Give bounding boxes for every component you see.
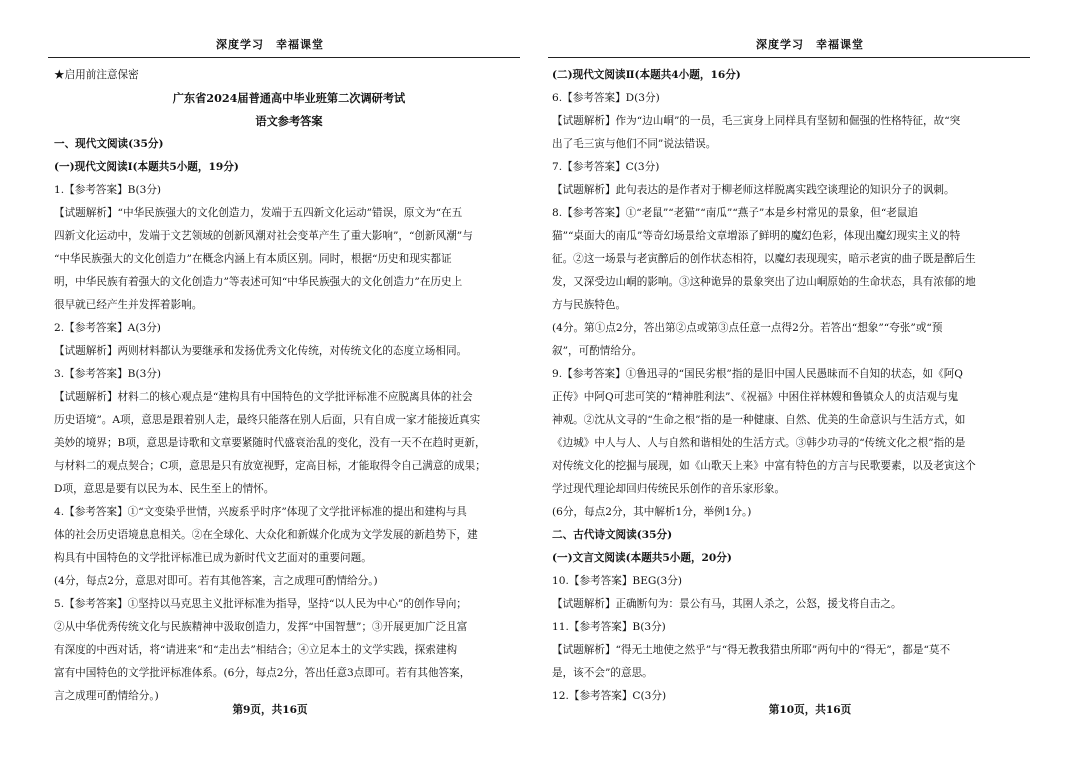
- text-line: 【试题解析】此句表达的是作者对于柳老师这样脱离实践空谈理论的知识分子的讽刺。: [552, 184, 955, 196]
- answer-column-right: [552, 64, 1022, 708]
- text-line: ②从中华优秀传统文化与民族精神中汲取创造力，发挥“中国智慧”；③开展更加广泛且富: [54, 621, 468, 633]
- text-line: (一)现代文阅读Ⅰ(本题共5小题，19分): [54, 161, 239, 173]
- text-line: 10.【参考答案】BEG(3分): [552, 575, 682, 587]
- text-line: 3.【参考答案】B(3分): [54, 368, 162, 380]
- text-line: 神观。②沈从文寻的“生命之根”指的是一种健康、自然、优美的生命意识与生活方式，如: [552, 414, 966, 426]
- text-line: 【试题解析】正确断句为：景公有马，其圉人杀之，公怒，援戈将自击之。: [552, 598, 902, 610]
- text-line: 5.【参考答案】①坚持以马克思主义批评标准为指导，坚持“以人民为中心”的创作导向；: [54, 598, 467, 610]
- text-line: 9.【参考答案】①鲁迅寻的“国民劣根”指的是旧中国人民愚昧而不自知的状态，如《阿Q: [552, 368, 963, 380]
- text-line: 体的社会历史语境息息相关。②在全球化、大众化和新媒介化成为文学发展的新趋势下，建: [54, 529, 478, 541]
- text-line: 12.【参考答案】C(3分): [552, 690, 667, 702]
- text-line: 学过现代理论却回归传统民乐创作的音乐家形象。: [552, 483, 786, 495]
- text-line: 广东省2024届普通高中毕业班第二次调研考试: [172, 91, 406, 105]
- text-line: 发，又深受边山峒的影响。③这种诡异的景象突出了边山峒原始的生命状态，具有浓郁的地: [552, 276, 976, 288]
- text-line: 历史语境”。A项，意思是跟着别人走，最终只能落在别人后面，只有自成一家才能接近真实: [54, 414, 481, 426]
- text-line: 猫”“桌面大的南瓜”等奇幻场景给文章增添了鲜明的魔幻色彩，体现出魔幻现实主义的特: [552, 230, 961, 242]
- page-header: 深度学习 幸福课堂: [756, 38, 864, 51]
- text-line: 很早就已经产生并发挥着影响。: [54, 299, 203, 311]
- text-line: 与材料二的观点契合；C项，意思是只有放宽视野，定高目标，才能取得令自己满意的成果；: [54, 460, 486, 472]
- text-line: 构具有中国特色的文学批评标准已成为新时代文艺面对的重要问题。: [54, 552, 372, 564]
- header-rule: [548, 57, 1030, 58]
- text-line: 方与民族特色。: [552, 299, 627, 311]
- page-10: [540, 0, 1080, 764]
- text-line: 【试题解析】两则材料都认为要继承和发扬优秀文化传统，对传统文化的态度立场相同。: [54, 345, 468, 357]
- text-line: 美妙的境界；B项，意思是诗歌和文章要紧随时代盛衰治乱的变化，没有一天不在趋时更新，: [54, 437, 486, 449]
- text-line: ★启用前注意保密: [54, 69, 139, 81]
- text-line: 明，中华民族有着强大的文化创造力”等表述可知“中华民族强大的文化创造力”在历史上: [54, 276, 463, 288]
- text-line: 【试题解析】“中华民族强大的文化创造力，发端于五四新文化运动”错误，原文为“在五: [54, 207, 463, 219]
- text-line: 4.【参考答案】①“文变染乎世情，兴废系乎时序”体现了文学批评标准的提出和建构与具: [54, 506, 467, 518]
- text-line: 语文参考答案: [255, 114, 323, 128]
- text-line: 【试题解析】材料二的核心观点是“建构具有中国特色的文学批评标准不应脱离具体的社会: [54, 391, 473, 403]
- text-line: 征。②这一场景与老寅醉后的创作状态相符，以魔幻表现现实，暗示老寅的曲子既是醉后生: [552, 253, 976, 265]
- text-line: 对传统文化的挖掘与展现，如《山歌天上来》中富有特色的方言与民歌要素，以及老寅这个: [552, 460, 976, 472]
- header-rule: [48, 57, 520, 58]
- text-line: 叙”，可酌情给分。: [552, 345, 643, 357]
- text-line: 四新文化运动中，发端于文艺领域的创新风潮对社会变革产生了重大影响”，“创新风潮”与: [54, 230, 473, 242]
- text-line: D项，意思是要有以民为本、民生至上的情怀。: [54, 483, 275, 495]
- text-line: 8.【参考答案】①“老鼠”“老猫”“南瓜”“燕子”本是乡村常见的景象，但“老鼠追: [552, 207, 919, 219]
- text-line: 【试题解析】作为“边山峒”的一员，毛三寅身上同样具有坚韧和倔强的性格特征，故“突: [552, 115, 961, 127]
- text-line: 2.【参考答案】A(3分): [54, 322, 161, 334]
- text-line: 有深度的中西对话，将“请进来”和“走出去”相结合；④立足本土的文学实践，探索建构: [54, 644, 458, 656]
- text-line: (4分，每点2分，意思对即可。若有其他答案，言之成理可酌情给分。): [54, 575, 378, 587]
- text-line: 正传》中阿Q可悲可笑的“精神胜利法”、《祝福》中困住祥林嫂和鲁镇众人的贞洁观与鬼: [552, 391, 959, 403]
- text-line: (二)现代文阅读Ⅱ(本题共4小题，16分): [552, 69, 741, 81]
- text-line: 11.【参考答案】B(3分): [552, 621, 666, 633]
- text-line: 《边城》中人与人、人与自然和谐相处的生活方式。③韩少功寻的“传统文化之根”指的是: [552, 437, 966, 449]
- text-line: 1.【参考答案】B(3分): [54, 184, 162, 196]
- text-line: 【试题解析】“得无土地使之然乎”与“得无教我猎虫所耶”两句中的“得无”，都是“莫不: [552, 644, 951, 656]
- text-line: (4分。第①点2分，答出第②点或第③点任意一点得2分。若答出“想象”“夸张”或“预: [552, 322, 943, 334]
- text-line: 言之成理可酌情给分。): [54, 690, 159, 702]
- text-line: 二、古代诗文阅读(35分): [552, 529, 673, 541]
- text-line: 7.【参考答案】C(3分): [552, 161, 660, 173]
- text-line: (一)文言文阅读(本题共5小题，20分): [552, 552, 732, 564]
- text-line: “中华民族强大的文化创造力”在概念内涵上有本质区别。同时，根据“历史和现实都证: [54, 253, 452, 265]
- page-footer: 第10页，共16页: [768, 704, 852, 716]
- text-line: 富有中国特色的文学批评标准体系。(6分，每点2分，答出任意3点即可。若有其他答案，: [54, 667, 471, 679]
- text-line: (6分，每点2分，其中解析1分，举例1分。): [552, 506, 752, 518]
- text-line: 是，该不会”的意思。: [552, 667, 653, 679]
- answer-column-left: [54, 64, 524, 708]
- page-header: 深度学习 幸福课堂: [216, 38, 324, 51]
- text-line: 一、现代文阅读(35分): [54, 138, 164, 150]
- text-line: 出了毛三寅与他们不同”说法错误。: [552, 138, 717, 150]
- page-footer: 第9页，共16页: [232, 704, 308, 716]
- text-line: 6.【参考答案】D(3分): [552, 92, 660, 104]
